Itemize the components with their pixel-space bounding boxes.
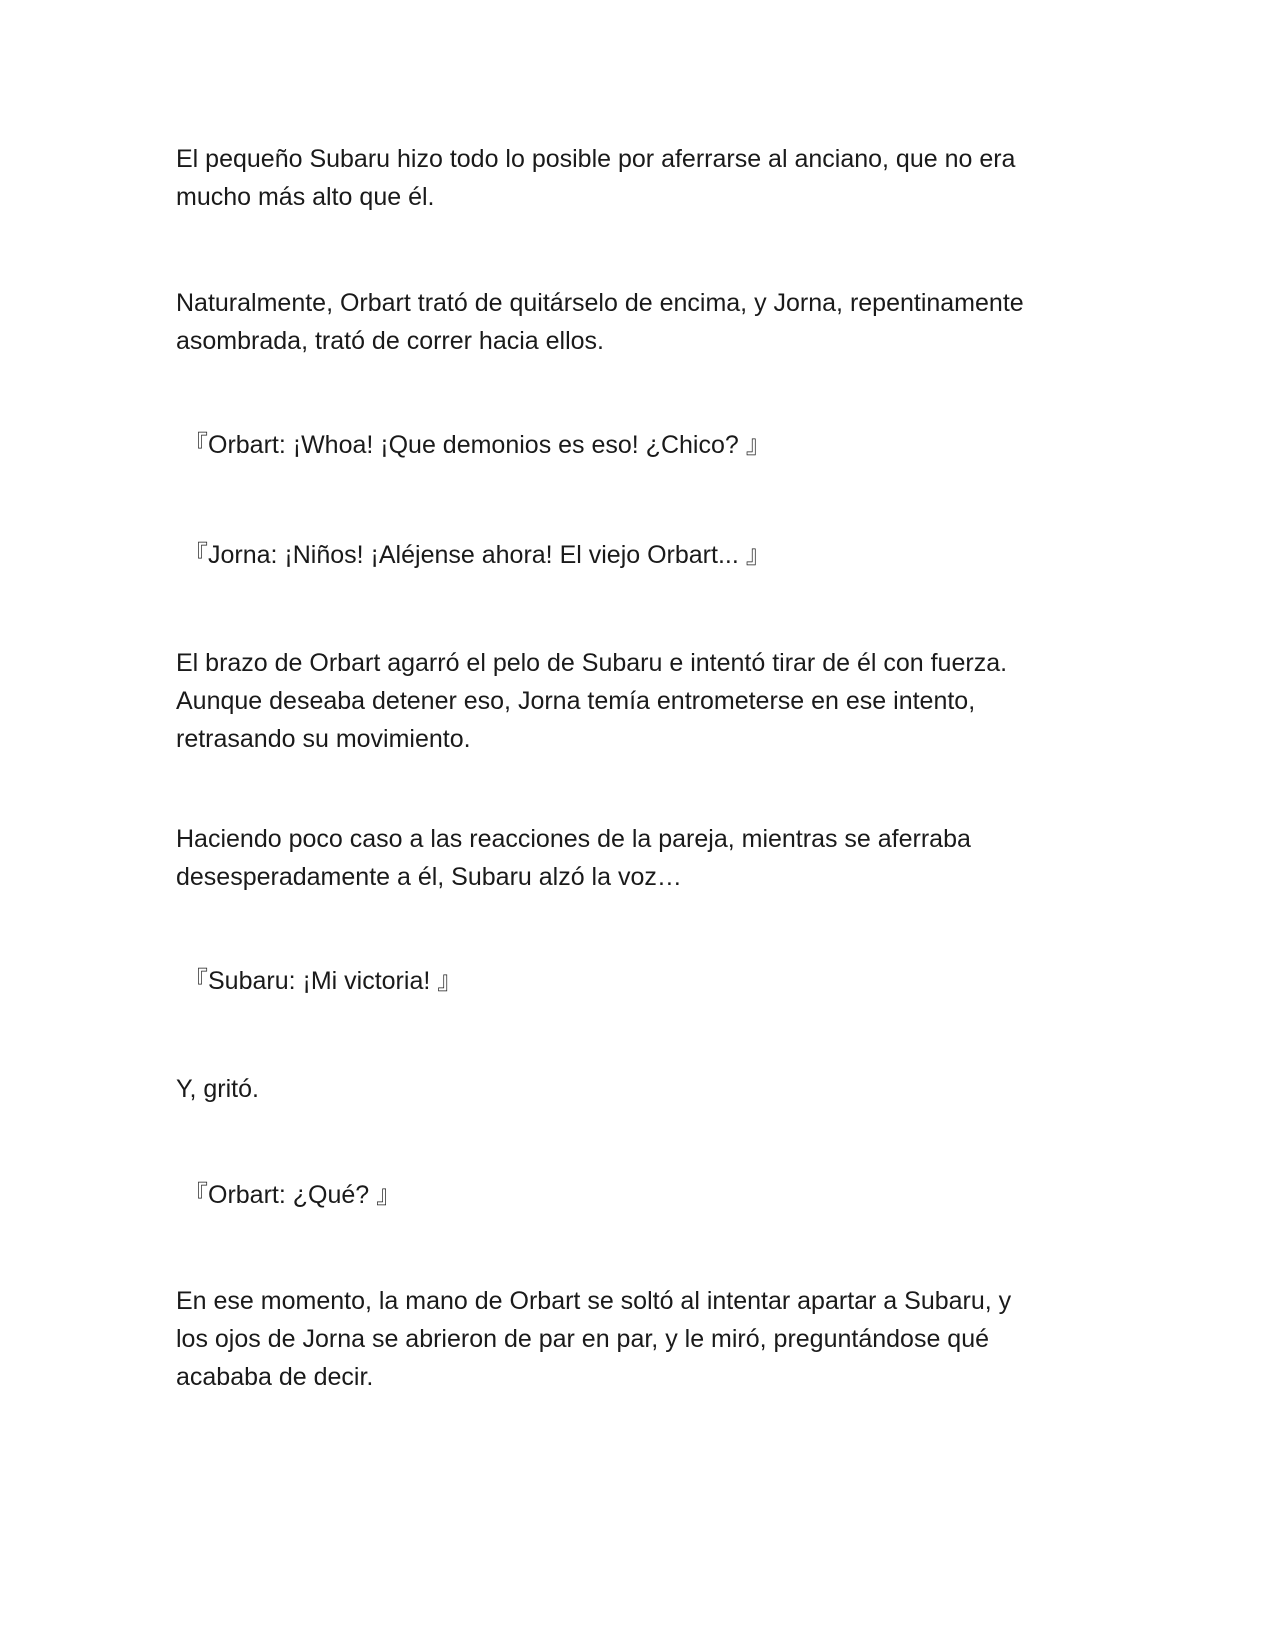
paragraph-1 [176,140,1116,216]
paragraph-4 [176,820,1116,896]
text-line: En ese momento, la mano de Orbart se soltó al intentar apartar a Subaru, y [176,1287,1012,1315]
text-line: 『Jorna: ¡Niños! ¡Aléjense ahora! El viejo Orbart... 』 [183,541,771,569]
text-line: 『Orbart: ¿Qué? 』 [183,1181,402,1209]
text-line: Aunque deseaba detener eso, Jorna temía entrometerse en ese intento, [176,687,976,715]
text-line: desesperadamente a él, Subaru alzó la voz… [176,863,682,891]
text-line: Y, gritó. [176,1075,259,1103]
text-line: mucho más alto que él. [176,183,435,211]
text-line: 『Subaru: ¡Mi victoria! 』 [183,967,463,995]
dialogue-orbart-2 [183,1176,1123,1214]
text-line: asombrada, trató de correr hacia ellos. [176,327,604,355]
text-line: El brazo de Orbart agarró el pelo de Subaru e intentó tirar de él con fuerza. [176,649,1008,677]
paragraph-6 [176,1282,1116,1396]
text-line: los ojos de Jorna se abrieron de par en par, y le miró, preguntándose qué [176,1325,990,1353]
dialogue-orbart-1 [183,426,1123,464]
text-line: acababa de decir. [176,1363,374,1391]
text-line: 『Orbart: ¡Whoa! ¡Que demonios es eso! ¿Chico? 』 [183,431,771,459]
paragraph-2 [176,284,1116,360]
paragraph-5 [176,1070,1116,1108]
text-line: retrasando su movimiento. [176,725,471,753]
dialogue-subaru [183,962,1123,1000]
paragraph-3 [176,644,1116,758]
text-line: Haciendo poco caso a las reacciones de la pareja, mientras se aferraba [176,825,971,853]
dialogue-jorna [183,536,1123,574]
text-line: El pequeño Subaru hizo todo lo posible por aferrarse al anciano, que no era [176,145,1016,173]
text-line: Naturalmente, Orbart trató de quitárselo de encima, y Jorna, repentinamente [176,289,1024,317]
